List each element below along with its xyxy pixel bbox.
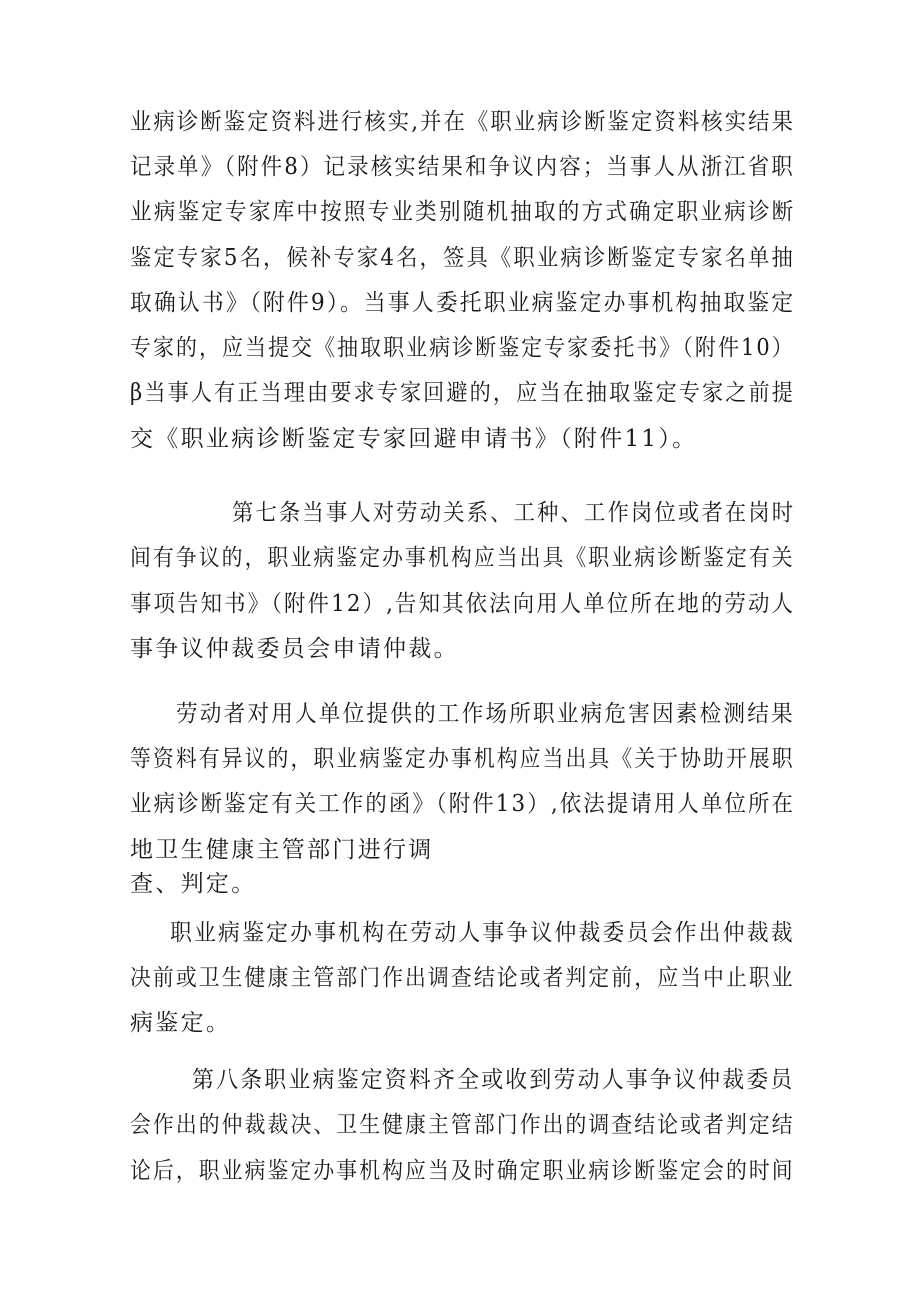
text-line: 业病鉴定专家库中按照专业类别随机抽取的方式确定职业病诊断 (130, 199, 796, 225)
text-line: 劳动者对用人单位提供的工作场所职业病危害因素检测结果 (176, 701, 795, 727)
text-line: 第七条当事人对劳动关系、工种、工作岗位或者在岗时 (232, 500, 796, 526)
text-line: 第八条职业病鉴定资料齐全或收到劳动人事争议仲裁委员 (192, 1067, 795, 1093)
text-line: 查、判定。 (130, 871, 257, 897)
text-line: 决前或卫生健康主管部门作出调查结论或者判定前，应当中止职业 (130, 965, 795, 991)
text-line: 事争议仲裁委员会申请仲裁。 (130, 636, 459, 662)
text-line: 会作出的仲裁裁决、卫生健康主管部门作出的调查结论或者判定结 (130, 1112, 795, 1138)
text-line: 业病诊断鉴定资料进行核实,并在《职业病诊断鉴定资料核实结果 (130, 109, 796, 135)
text-line: 交《职业病诊断鉴定专家回避申请书》（附件11）。 (130, 426, 698, 452)
text-line: 专家的，应当提交《抽取职业病诊断鉴定专家委托书》（附件10） (130, 335, 795, 361)
text-line: 职业病鉴定办事机构在劳动人事争议仲裁委员会作出仲裁裁 (170, 920, 795, 946)
text-line: 鉴定专家5名，候补专家4名，签具《职业病诊断鉴定专家名单抽 (130, 245, 795, 271)
text-line: 等资料有异议的，职业病鉴定办事机构应当出具《关于协助开展职 (130, 746, 795, 772)
text-line: 病鉴定。 (130, 1010, 232, 1036)
text-line: 间有争议的，职业病鉴定办事机构应当出具《职业病诊断鉴定有关 (130, 545, 795, 571)
text-line: 取确认书》（附件9）。当事人委托职业病鉴定办事机构抽取鉴定 (130, 290, 796, 316)
text-line: 地卫生健康主管部门进行调 (130, 837, 434, 863)
text-line: 事项告知书》（附件12）,告知其依法向用人单位所在地的劳动人 (130, 591, 796, 617)
text-line: 记录单》（附件8）记录核实结果和争议内容；当事人从浙江省职 (130, 154, 795, 180)
text-line: 业病诊断鉴定有关工作的函》（附件13）,依法提请用人单位所在 (130, 791, 796, 817)
text-line: β当事人有正当理由要求专家回避的，应当在抽取鉴定专家之前提 (130, 380, 795, 406)
text-line: 论后，职业病鉴定办事机构应当及时确定职业病诊断鉴定会的时间 (130, 1158, 795, 1184)
